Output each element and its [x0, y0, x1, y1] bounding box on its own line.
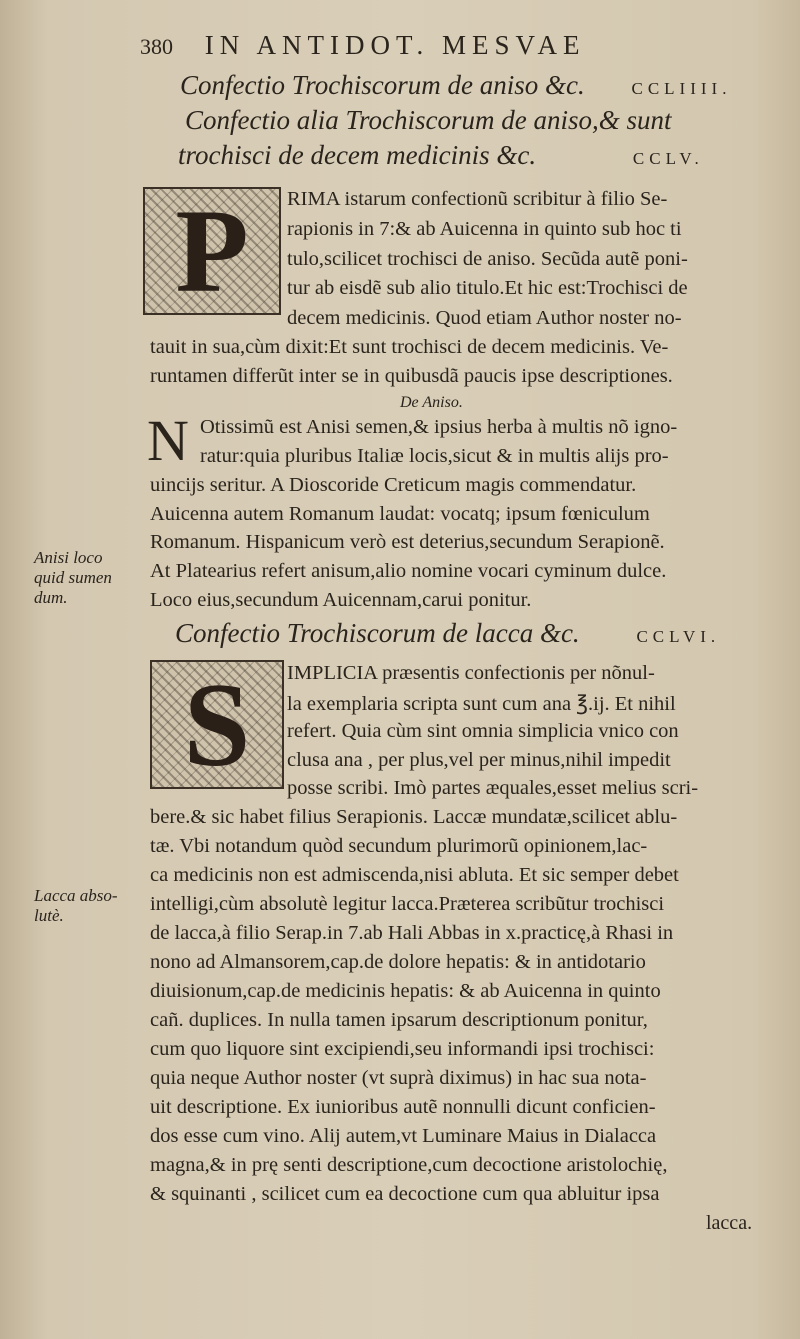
- text-line: ratur:quia pluribus Italiæ locis,sicut & in multis alijs pro-: [200, 445, 669, 467]
- section-number: CCLVI.: [636, 627, 721, 646]
- text-line: uincijs seritur. A Dioscoride Creticum magis commendatur.: [150, 474, 637, 496]
- text-line: Loco eius,secundum Auicennam,carui ponitur.: [150, 589, 532, 611]
- marginal-note: Anisi loco quid sumen dum.: [34, 548, 112, 607]
- section-heading: trochisci de decem medicinis &c. CCLV.: [178, 140, 704, 170]
- section-heading: Confectio Trochiscorum de aniso &c. CCLIIII.: [180, 70, 732, 100]
- section-heading: Confectio Trochiscorum de lacca &c. CCLVI.: [175, 618, 721, 648]
- running-title: IN ANTIDOT. MESVAE: [204, 30, 586, 60]
- text-line: uit descriptione. Ex iunioribus autẽ nonnulli dicunt conficien-: [150, 1096, 656, 1118]
- text-line: decem medicinis. Quod etiam Author noster no-: [287, 307, 682, 329]
- catchword: lacca.: [706, 1212, 753, 1234]
- text-line: tur ab eisdẽ sub alio titulo.Et hic est:Trochisci de: [287, 277, 688, 299]
- subheading: De Aniso.: [400, 394, 463, 411]
- text-line: Romanum. Hispanicum verò est deterius,secundum Serapionẽ.: [150, 531, 665, 553]
- text-line: Auicenna autem Romanum laudat: vocatq; ipsum fœniculum: [150, 503, 650, 525]
- text-line: cum quo liquore sint excipiendi,seu informandi ipsi trochisci:: [150, 1038, 655, 1060]
- marginal-note: Lacca abso- lutè.: [34, 886, 118, 925]
- text-line: posse scribi. Imò partes æquales,esset melius scri-: [287, 777, 699, 799]
- text-line: intelligi,cùm absolutè legitur lacca.Præterea scribũtur trochisci: [150, 893, 665, 915]
- text-line: RIMA istarum confectionũ scribitur à filio Se-: [287, 188, 668, 210]
- section-number: CCLV.: [632, 149, 704, 168]
- text-line: bere.& sic habet filius Serapionis. Laccæ mundatæ,scilicet ablu-: [150, 806, 678, 828]
- page-number: 380: [140, 34, 173, 59]
- text-line: tauit in sua,cùm dixit:Et sunt trochisci de decem medicinis. Ve-: [150, 336, 669, 358]
- text-line: tulo,scilicet trochisci de aniso. Secũda autẽ poni-: [287, 248, 688, 270]
- ornamental-initial: S: [150, 660, 284, 789]
- text-line: At Platearius refert anisum,alio nomine vocari cyminum dulce.: [150, 560, 667, 582]
- text-line: tæ. Vbi notandum quòd secundum plurimorũ opinionem,lac-: [150, 835, 648, 857]
- text-line: refert. Quia cùm sint omnia simplicia vnico con: [287, 720, 679, 742]
- text-line: quia neque Author noster (vt suprà diximus) in hac sua nota-: [150, 1067, 647, 1089]
- ornamental-initial: P: [143, 187, 281, 315]
- text-line: nono ad Almansorem,cap.de dolore hepatis: & in antidotario: [150, 951, 646, 973]
- text-line: diuisionum,cap.de medicinis hepatis: & ab Auicenna in quinto: [150, 980, 661, 1002]
- text-line: magna,& in prę senti descriptione,cum decoctione aristolochię,: [150, 1154, 668, 1176]
- text-line: de lacca,à filio Serap.in 7.ab Hali Abbas in x.practicę,à Rhasi in: [150, 922, 674, 944]
- text-line: cañ. duplices. In nulla tamen ipsarum descriptionum ponitur,: [150, 1009, 648, 1031]
- text-line: rapionis in 7:& ab Auicenna in quinto sub hoc ti: [287, 218, 682, 240]
- text-line: la exemplaria scripta sunt cum ana ℥.ij. Et nihil: [287, 693, 676, 715]
- text-line: & squinanti , scilicet cum ea decoctione cum qua abluitur ipsa: [150, 1183, 660, 1205]
- large-initial: N: [147, 408, 189, 473]
- running-header: [140, 30, 586, 61]
- text-line: ca medicinis non est admiscenda,nisi abluta. Et sic semper debet: [150, 864, 679, 886]
- text-line: IMPLICIA præsentis confectionis per nõnul-: [287, 662, 655, 684]
- text-line: Otissimũ est Anisi semen,& ipsius herba à multis nõ igno-: [200, 416, 678, 438]
- text-line: clusa ana , per plus,vel per minus,nihil impedit: [287, 749, 671, 771]
- text-line: dos esse cum vino. Alij autem,vt Luminare Maius in Dialacca: [150, 1125, 657, 1147]
- text-line: runtamen differũt inter se in quibusdã paucis ipse descriptiones.: [150, 365, 673, 387]
- section-heading: Confectio alia Trochiscorum de aniso,& sunt: [185, 105, 672, 135]
- section-number: CCLIIII.: [631, 79, 732, 98]
